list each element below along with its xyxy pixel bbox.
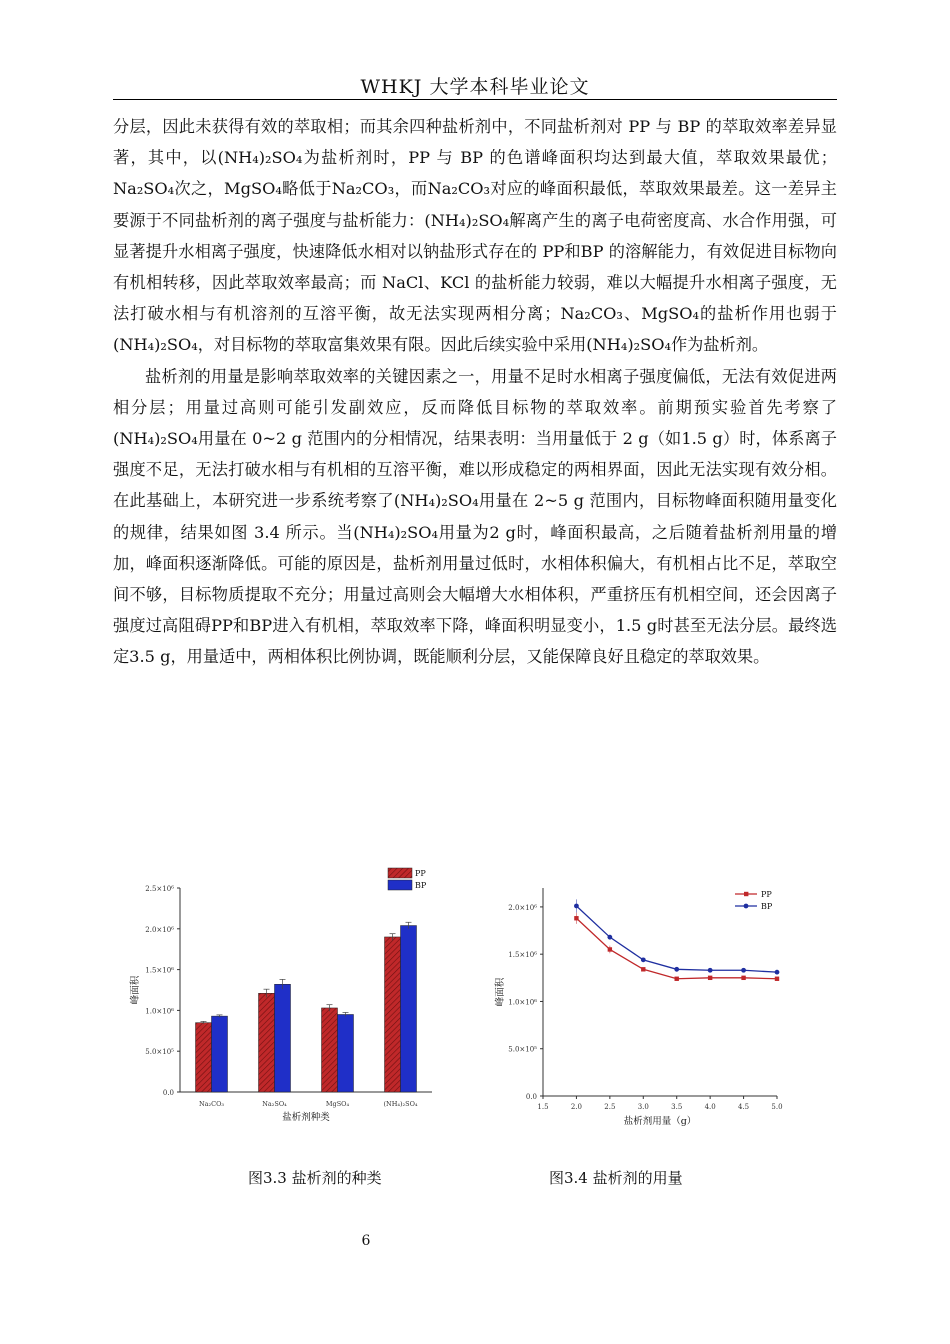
page-number: 6 — [361, 1233, 371, 1249]
data-point-pp — [574, 916, 578, 920]
bar-bp — [212, 1016, 228, 1092]
data-point-bp — [574, 904, 579, 909]
figure-3-3-caption: 图3.3 盐析剂的种类 — [248, 1169, 382, 1187]
legend-label-bp: BP — [415, 881, 427, 890]
x-tick-label: Na₂CO₃ — [198, 1100, 225, 1108]
data-point-pp — [775, 977, 779, 981]
data-point-pp — [741, 976, 745, 980]
legend-marker-pp — [744, 892, 748, 896]
bar-pp — [385, 937, 401, 1092]
x-axis-title: 盐析剂种类 — [282, 1112, 330, 1123]
legend-label-bp: BP — [761, 902, 773, 911]
body-text — [113, 111, 837, 673]
data-point-pp — [608, 947, 612, 951]
legend-swatch-pp — [388, 868, 412, 878]
data-point-bp — [741, 968, 746, 973]
y-tick-label: 5.0×10⁵ — [508, 1045, 537, 1054]
y-tick-label: 1.0×10⁶ — [508, 998, 537, 1007]
data-point-bp — [674, 967, 679, 972]
series-line-bp — [576, 906, 777, 972]
figure-3-3-bar-chart — [120, 862, 450, 1132]
y-axis-title: 峰面积 — [495, 977, 506, 1007]
data-point-bp — [641, 957, 646, 962]
bar-pp — [322, 1008, 338, 1092]
y-tick-label: 0.0 — [162, 1089, 174, 1097]
y-tick-label: 2.0×10⁶ — [145, 925, 174, 934]
x-tick-label: MgSO₄ — [325, 1100, 350, 1108]
x-tick-label: Na₂SO₄ — [262, 1100, 287, 1108]
x-tick-label: 4.5 — [738, 1103, 750, 1111]
data-point-bp — [775, 970, 780, 975]
x-tick-label: 1.5 — [537, 1103, 549, 1111]
x-tick-label: 3.5 — [671, 1103, 683, 1111]
x-tick-label: 2.5 — [604, 1103, 616, 1111]
bar-bp — [338, 1014, 354, 1092]
figure-3-4-line-chart — [487, 878, 797, 1133]
data-point-pp — [708, 976, 712, 980]
y-tick-label: 2.5×10⁶ — [145, 885, 174, 893]
x-tick-label: 5.0 — [771, 1103, 783, 1111]
page-header-title: WHKJ 大学本科毕业论文 — [360, 76, 590, 98]
y-tick-label: 1.5×10⁶ — [508, 951, 537, 960]
x-tick-label: 4.0 — [704, 1103, 716, 1111]
data-point-pp — [675, 977, 679, 981]
legend-marker-bp — [744, 904, 749, 909]
paragraph-1: 分层，因此未获得有效的萃取相；而其余四种盐析剂中，不同盐析剂对 PP 与 BP 的萃取效率差异显著，其中，以(NH₄)₂SO₄为盐析剂时，PP 与 BP 的色谱峰面积均达到最大值，萃取效果最优；Na₂SO₄次之，MgSO₄略低于Na₂CO₃，而Na₂CO₃对应的峰面积最低，萃取效果最差。这一差异主要源于不同盐析剂的离子强度与盐析能力：(NH₄)₂SO₄解离产生的离子电荷密度高、水合作用强，可显著提升水相离子强度，快速降低水相对以钠盐形式存在的 PP和BP 的溶解能力，有效促进目标物向有机相转移，因此萃取效率最高；而 NaCl、KCl 的盐析能力较弱，难以大幅提升水相离子强度，无法打破水相与有机溶剂的互溶平衡，故无法实现两相分离；Na₂CO₃、MgSO₄的盐析作用也弱于(NH₄)₂SO₄，对目标物的萃取富集效果有限。因此后续实验中采用(NH₄)₂SO₄作为盐析剂。 — [113, 117, 837, 355]
y-tick-label: 2.0×10⁶ — [508, 903, 537, 912]
bar-pp — [259, 993, 275, 1092]
x-tick-label: (NH₄)₂SO₄ — [383, 1100, 418, 1108]
y-tick-label: 0.0 — [525, 1093, 537, 1101]
paragraph-2: 盐析剂的用量是影响萃取效率的关键因素之一，用量不足时水相离子强度偏低，无法有效促进两相分层；用量过高则可能引发副效应，反而降低目标物的萃取效率。前期预实验首先考察了(NH₄)₂SO₄用量在 0~2 g 范围内的分相情况，结果表明：当用量低于 2 g（如1.5 g）时，体系离子强度不足，无法打破水相与有机相的互溶平衡，难以形成稳定的两相界面，因此无法实现有效分相。在此基础上，本研究进一步系统考察了(NH₄)₂SO₄用量在 2~5 g 范围内，目标物峰面积随用量变化的规律，结果如图 3.4 所示。当(NH₄)₂SO₄用量为2 g时，峰面积最高，之后随着盐析剂用量的增加，峰面积逐渐降低。可能的原因是，盐析剂用量过低时，水相体积偏大，有机相占比不足，萃取空间不够，目标物质提取不充分；用量过高则会大幅增大水相体积，严重挤压有机相空间，还会因离子强度过高阻碍PP和BP进入有机相，萃取效率下降，峰面积明显变小，1.5 g时甚至无法分层。最终选定3.5 g，用量适中，两相体积比例协调，既能顺利分层，又能保障良好且稳定的萃取效果。 — [113, 366, 837, 667]
legend-label-pp: PP — [761, 890, 772, 899]
bar-bp — [401, 926, 417, 1092]
legend-swatch-bp — [388, 880, 412, 890]
y-tick-label: 1.5×10⁶ — [145, 966, 174, 975]
data-point-pp — [641, 967, 645, 971]
bar-chart-svg — [120, 862, 450, 1132]
y-tick-label: 5.0×10⁵ — [145, 1048, 174, 1057]
x-tick-label: 2.0 — [570, 1103, 582, 1111]
header-divider — [113, 99, 837, 100]
data-point-bp — [607, 935, 612, 940]
bar-bp — [275, 984, 291, 1092]
x-axis-title: 盐析剂用量（g） — [623, 1116, 697, 1127]
legend-label-pp: PP — [415, 869, 426, 878]
y-axis-title: 峰面积 — [130, 975, 141, 1005]
line-chart-svg — [487, 878, 797, 1133]
figure-3-4-caption: 图3.4 盐析剂的用量 — [549, 1169, 683, 1187]
bar-pp — [196, 1023, 212, 1092]
x-tick-label: 3.0 — [637, 1103, 649, 1111]
data-point-bp — [708, 968, 713, 973]
y-tick-label: 1.0×10⁶ — [145, 1007, 174, 1016]
